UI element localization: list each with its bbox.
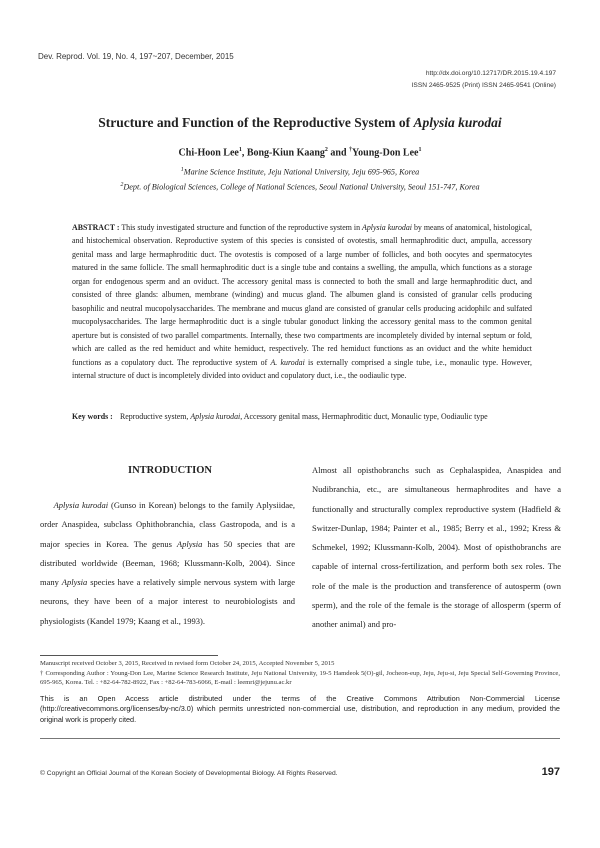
section-heading-introduction: INTRODUCTION <box>127 465 212 476</box>
author-and: and <box>327 147 350 159</box>
open-access-license: This is an Open Access article distributed under the terms of the Creative Commons Attribution Non-Commercial License (http://creativecommons.org/licenses/by-nc/3.0) which permits unrestricted non-commercial use, distribution, and reproduction in any medium, provided the original work is properly cited. <box>40 694 560 724</box>
keywords-species: Aplysia kurodai <box>190 412 241 421</box>
affiliation-1-text: Marine Science Institute, Jeju National University, Jeju 695-965, Korea <box>183 167 420 177</box>
keywords-part-1: Reproductive system, <box>120 412 191 421</box>
footer-divider <box>40 738 560 739</box>
journal-citation: Dev. Reprod. Vol. 19, No. 4, 197~207, December, 2015 <box>38 52 234 61</box>
issn-line: ISSN 2465-9525 (Print) ISSN 2465-9541 (Online) <box>411 82 556 89</box>
footnote-divider <box>40 655 218 656</box>
title-main: Structure and Function of the Reproductive System of <box>98 115 414 130</box>
intro-genus-2: Aplysia <box>61 577 88 588</box>
intro-species-1: Aplysia kurodai <box>53 500 109 510</box>
corresponding-author-note: † Corresponding Author : Young-Don Lee, Marine Science Research Institute, Jeju National University, 19-5 Hamdeok 5(O)-gil, Jocheon-eup, Jeju, Jeju-si, Jeju Special Self-Governing Province, 695-965, Korea. Tel. : +82-64-782-8922, Fax : +82-64-783-6066, E-mail : leemri@jejunu.ac.kr <box>40 670 560 686</box>
abstract-label: ABSTRACT : <box>72 223 120 232</box>
author-2: Bong-Kiun Kaang <box>246 147 325 159</box>
abstract-species-1: Aplysia kurodai <box>362 223 412 232</box>
affiliation-2 <box>40 182 560 192</box>
introduction-paragraph-1 <box>40 496 295 631</box>
manuscript-dates: Manuscript received October 3, 2015, Received in revised form October 24, 2015, Accepted November 5, 2015 <box>40 660 335 667</box>
keywords <box>72 410 532 423</box>
author-list: Chi-Hoon Lee$^1$, Bong-Kiun Kaang$^2$ and †Young-Don Lee$^1$ <box>178 147 422 159</box>
introduction-paragraph-2: Almost all opisthobranchs such as Cephalaspidea, Anaspidea and Nudibranchia, etc., are simultaneous hermaphrodites and have a functionally and structurally complex reproductive system (Hadfield & Switzer-Dunlap, 1984; Painter et al., 1985; Berry et al., 1992; Kress & Schmekel, 1992; Klussmann-Kolb, 2004). Most of opisthobranchs are capable of internal cross-fertilization, and perform both sex roles. The role of the male is the production and transference of autosperm (own sperm), and the role of the female is the storage of allosperm (sperm of another animal) and pro- <box>312 465 561 630</box>
author-3: Young-Don Lee <box>352 147 419 159</box>
keywords-label: Key words : <box>72 412 113 421</box>
affiliation-1-mark: 1 <box>180 167 184 173</box>
keywords-text <box>120 410 530 423</box>
intro-text-2: has 50 species that are distributed worldwide (Beeman, 1968; Klussmann-Kolb, 2004). Since many <box>40 538 296 588</box>
abstract <box>72 221 532 382</box>
corresponding-mark: † <box>349 147 353 153</box>
paper-title <box>40 115 560 131</box>
author-3-affiliation-mark: 1 <box>418 147 422 153</box>
affiliation-1 <box>40 167 560 177</box>
affiliation-2-mark: 2 <box>120 182 124 188</box>
intro-text-1: (Gunso in Korean) belongs to the family Aplysiidae, order Anaspidea, subclass Ophithobranchia, class Gastropoda, and is a major species in Korea. The genus <box>40 500 296 549</box>
abstract-text-3: is externally comprised a single tube, i.e., monaulic type. However, internal structure of duct is incompletely divided into oviduct and copulatory duct, i.e., the oodiaulic type. <box>72 357 532 380</box>
introduction-left-column <box>40 496 295 631</box>
abstract-text-1: This study investigated structure and function of the reproductive system in <box>119 223 363 232</box>
author-1-affiliation-mark: 1 <box>238 147 242 153</box>
author-1: Chi-Hoon Lee <box>178 147 239 159</box>
page-number: 197 <box>541 766 560 778</box>
intro-text-3: species have a relatively simple nervous system with large neurons, they have been of a major interest to neurobiologists and physiologists (Kandel 1979; Kaang et al., 1993). <box>40 577 296 626</box>
affiliation-2-text: Dept. of Biological Sciences, College of National Sciences, Seoul National University, Seoul 151-747, Korea <box>123 182 480 192</box>
introduction-right-column <box>312 461 561 635</box>
doi-link[interactable]: http://dx.doi.org/10.12717/DR.2015.19.4.197 <box>425 70 556 77</box>
copyright-notice: © Copyright an Official Journal of the Korean Society of Developmental Biology. All Rights Reserved. <box>40 770 338 777</box>
abstract-species-2: A. kurodai <box>270 357 305 367</box>
abstract-text-2: by means of anatomical, histological, and histochemical observation. Reproductive system of this species is consisted of ovotestis, small hermaphroditic duct, ampulla, accessory genital mass and large hermaphroditic duct. The ovotestis is composed of a large number of follicles, and both oocytes and spermatocytes matured in the same follicle. The small hermaphroditic duct is a single tube and contains a swelling, the ampulla, which functions as a storage organ for endogenous sperm and an oviduct. The accessory genital mass is connected to both the small and large hermaphroditic duct, and consisted of three glands: albumen, membrane (winding) and mucus gland. The albumen gland is consisted of granular cells producing basophilic and neutral mucopolysaccharides. The membrane and mucus gland are consisted of granular cells producing acidophilc and sulfated mucopolysaccharides. The large hermaphroditic duct is a single tubular gonoduct linking the accessory genital mass to the common genital aperture but is consisted of two parallel compartments. Internally, these two compartments are incompletely divided by internal septum or fold, which are called as the red hemiduct and white hemiduct, respectively. The red hemiduct functions as an oviduct and the white hemiduct functions as a copulatory duct. The reproductive system of <box>72 223 532 367</box>
author-2-affiliation-mark: 2 <box>324 147 328 153</box>
keywords-part-2: , Accessory genital mass, Hermaphroditic duct, Monaulic type, Oodiaulic type <box>240 412 488 421</box>
intro-genus-1: Aplysia <box>176 538 203 549</box>
title-species: Aplysia kurodai <box>413 115 502 130</box>
